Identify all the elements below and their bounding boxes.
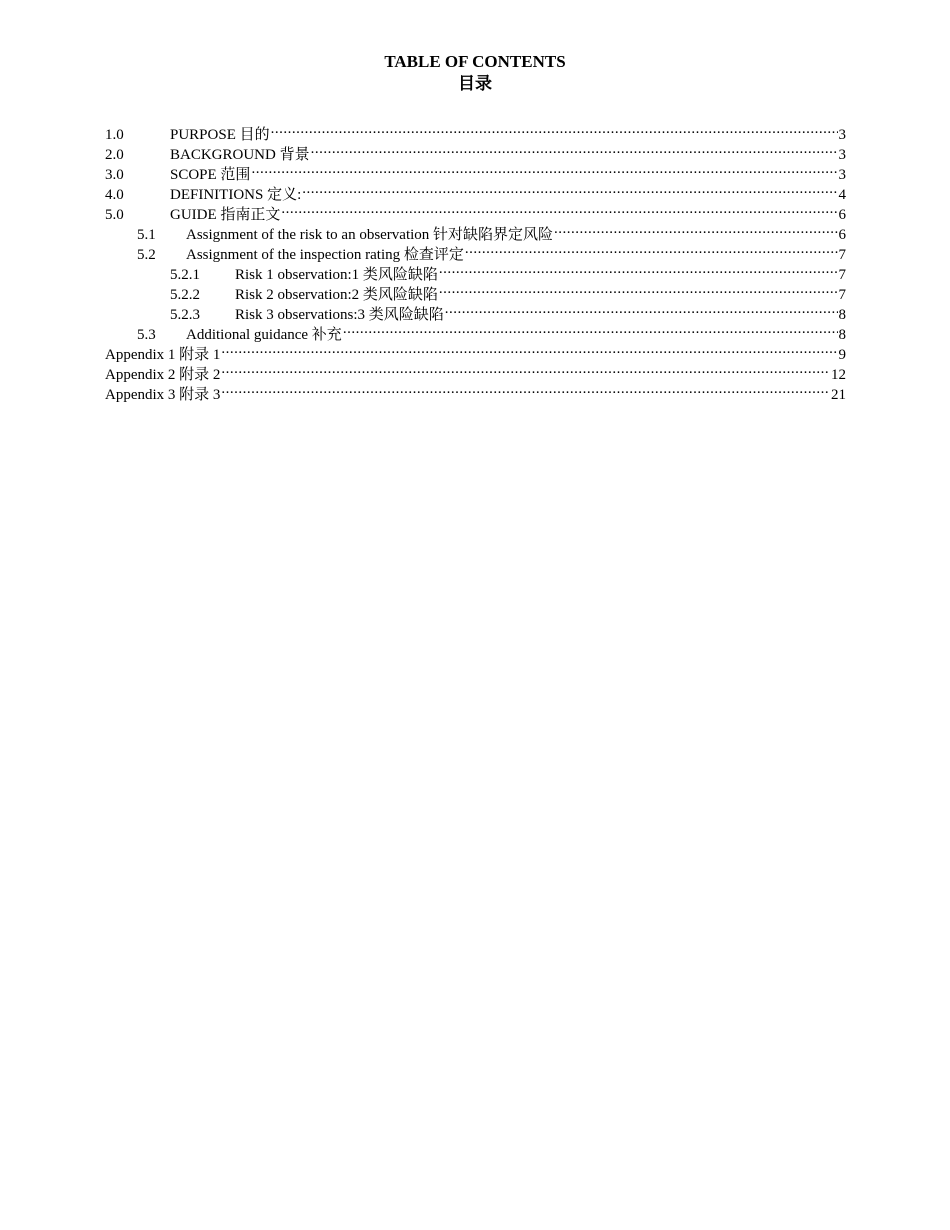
toc-entry-number: 5.2.1 [170, 267, 200, 283]
toc-entry-page-number: 6 [838, 227, 846, 243]
table-of-contents [105, 119, 846, 403]
toc-entry-number: 5.0 [105, 207, 124, 223]
toc-entry-title: BACKGROUND 背景 [170, 147, 310, 163]
toc-entry[interactable] [105, 159, 846, 183]
toc-dot-leader [439, 279, 838, 299]
toc-dot-leader [221, 379, 830, 399]
toc-entry-page-number: 3 [838, 127, 846, 143]
toc-entry-page-number: 21 [831, 387, 846, 403]
toc-entry[interactable] [105, 279, 846, 303]
toc-entry-title: Risk 1 observation:1 类风险缺陷 [235, 267, 438, 283]
toc-entry-page-number: 3 [838, 147, 846, 163]
toc-entry-page-number: 3 [838, 167, 846, 183]
toc-entry-title: Appendix 3 附录 3 [105, 387, 221, 403]
toc-dot-leader [343, 319, 838, 339]
toc-entry-number: 4.0 [105, 187, 124, 203]
toc-entry-number: 5.1 [137, 227, 156, 243]
toc-dot-leader [281, 199, 837, 219]
toc-entry-number: 5.3 [137, 327, 156, 343]
toc-entry-page-number: 7 [838, 267, 846, 283]
toc-entry[interactable] [105, 119, 846, 143]
toc-entry[interactable] [105, 359, 846, 383]
toc-entry-number: 1.0 [105, 127, 124, 143]
toc-dot-leader [302, 179, 837, 199]
toc-entry-page-number: 7 [838, 247, 846, 263]
toc-entry-number: 5.2 [137, 247, 156, 263]
toc-entry-title: Risk 3 observations:3 类风险缺陷 [235, 307, 444, 323]
toc-entry-page-number: 7 [838, 287, 846, 303]
toc-entry[interactable] [105, 319, 846, 343]
toc-entry[interactable] [105, 239, 846, 263]
toc-dot-leader [271, 119, 838, 139]
toc-dot-leader [445, 299, 838, 319]
toc-entry-number: 2.0 [105, 147, 124, 163]
toc-entry[interactable] [105, 259, 846, 283]
toc-entry-page-number: 8 [838, 327, 846, 343]
toc-entry[interactable] [105, 219, 846, 243]
toc-dot-leader [221, 339, 837, 359]
toc-entry-title: DEFINITIONS 定义: [170, 187, 302, 203]
toc-entry[interactable] [105, 139, 846, 163]
toc-dot-leader [311, 139, 838, 159]
toc-entry-page-number: 12 [831, 367, 846, 383]
toc-entry[interactable] [105, 199, 846, 223]
toc-entry[interactable] [105, 179, 846, 203]
toc-entry[interactable] [105, 379, 846, 403]
toc-entry-number: 3.0 [105, 167, 124, 183]
toc-entry[interactable] [105, 339, 846, 363]
toc-entry-page-number: 8 [838, 307, 846, 323]
toc-dot-leader [221, 359, 830, 379]
toc-entry-title: PURPOSE 目的 [170, 127, 270, 143]
toc-entry-title: Assignment of the risk to an observation 针对缺陷界定风险 [186, 227, 554, 243]
toc-dot-leader [439, 259, 838, 279]
toc-entry-page-number: 4 [838, 187, 846, 203]
toc-dot-leader [251, 159, 837, 179]
toc-dot-leader [554, 219, 837, 239]
toc-title: TABLE OF CONTENTS [384, 52, 566, 71]
toc-entry-title: Assignment of the inspection rating 检查评定 [186, 247, 464, 263]
toc-entry-title: Risk 2 observation:2 类风险缺陷 [235, 287, 438, 303]
toc-entry-title: GUIDE 指南正文 [170, 207, 281, 223]
toc-entry-number: 5.2.3 [170, 307, 200, 323]
toc-entry[interactable] [105, 299, 846, 323]
toc-entry-title: SCOPE 范围 [170, 167, 251, 183]
toc-title-chinese: 目录 [458, 74, 492, 93]
toc-entry-page-number: 6 [838, 207, 846, 223]
toc-entry-page-number: 9 [838, 347, 846, 363]
toc-entry-title: Additional guidance 补充 [186, 327, 342, 343]
toc-entry-title: Appendix 2 附录 2 [105, 367, 221, 383]
toc-entry-number: 5.2.2 [170, 287, 200, 303]
toc-entry-title: Appendix 1 附录 1 [105, 347, 221, 363]
toc-dot-leader [465, 239, 838, 259]
